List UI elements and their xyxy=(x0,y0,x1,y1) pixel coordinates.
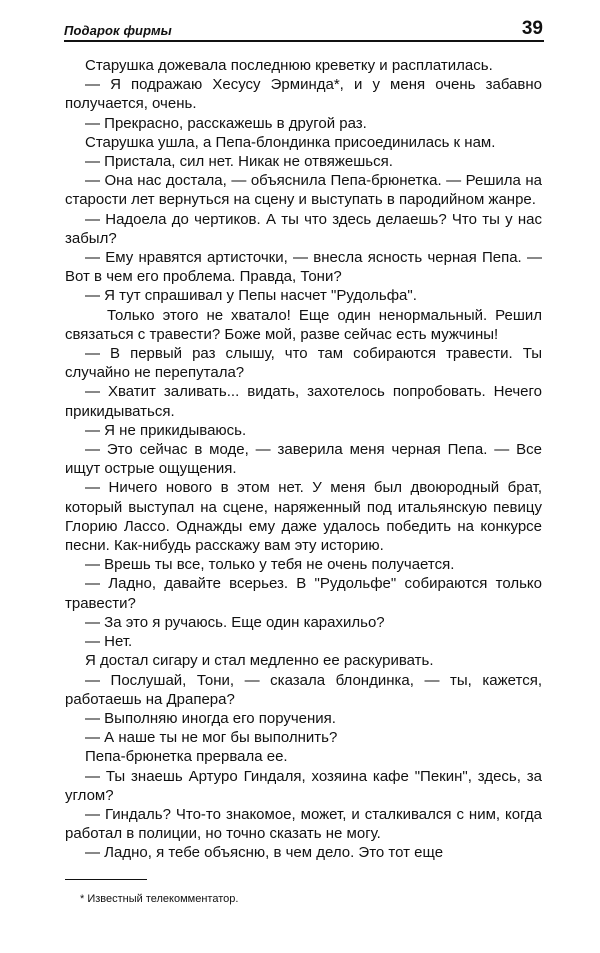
paragraph: — В первый раз слышу, что там собираются травести. Ты случайно не перепутала? xyxy=(65,345,542,382)
paragraph: — Ему нравятся артисточки, — внесла ясность черная Пепа. — Вот в чем его проблема. Правда, Тони? xyxy=(65,249,542,286)
paragraph: — Надоела до чертиков. А ты что здесь делаешь? Что ты у нас забыл? xyxy=(65,210,542,247)
paragraph: — Ты знаешь Артуро Гиндаля, хозяина кафе "Пекин", здесь, за углом? xyxy=(65,767,542,804)
paragraph: — За это я ручаюсь. Еще один карахильо? xyxy=(85,613,385,631)
paragraph: Старушка ушла, а Пепа-блондинка присоединилась к нам. xyxy=(85,133,496,151)
header-rule xyxy=(64,40,544,42)
paragraph: — Врешь ты все, только у тебя не очень получается. xyxy=(85,556,455,574)
paragraph: — Прекрасно, расскажешь в другой раз. xyxy=(85,114,367,132)
main-text xyxy=(65,56,542,863)
running-header-title: Подарок фирмы xyxy=(64,23,172,38)
paragraph: — Я тут спрашивал у Пепы насчет "Рудольфа". xyxy=(85,287,417,305)
paragraph: Старушка дожевала последнюю креветку и расплатилась. xyxy=(85,57,493,74)
paragraph: — Ничего нового в этом нет. У меня был двоюродный брат, который выступал на сцене, наряженный под итальянскую певицу Глорию Лассо. Однажды ему даже удалось победить на конкурсе песни. Как-нибудь расскажу вам эту историю. xyxy=(65,479,542,555)
paragraph: — Хватит заливать... видать, захотелось попробовать. Нечего прикидываться. xyxy=(65,383,542,420)
paragraph: — Я подражаю Хесусу Эрминда*, и у меня очень забавно получается, очень. xyxy=(65,76,542,113)
paragraph: — Она нас достала, — объяснила Пепа-брюнетка. — Решила на старости лет вернуться на сцену и выступать в пародийном жанре. xyxy=(65,172,542,209)
paragraph: — Пристала, сил нет. Никак не отвяжешься. xyxy=(85,153,393,171)
paragraph: — Это сейчас в моде, — заверила меня черная Пепа. — Все ищут острые ощущения. xyxy=(65,441,542,478)
paragraph: Пепа-брюнетка прервала ее. xyxy=(85,748,288,766)
paragraph: — Выполняю иногда его поручения. xyxy=(85,709,336,727)
paragraph: Только этого не хватало! Еще один ненормальный. Решил связаться с травести? Боже мой, разве сейчас есть мужчины! xyxy=(65,306,542,343)
paragraph: — А наше ты не мог бы выполнить? xyxy=(85,729,338,747)
footnote: * Известный телекомментатор. xyxy=(80,893,239,905)
paragraph: Я достал сигару и стал медленно ее раскуривать. xyxy=(85,652,434,670)
paragraph: — Нет. xyxy=(85,633,133,651)
paragraph: — Ладно, давайте всерьез. В "Рудольфе" собираются только травести? xyxy=(65,575,542,612)
paragraph: — Я не прикидываюсь. xyxy=(85,421,247,439)
footnote-rule xyxy=(65,879,147,880)
paragraph: — Ладно, я тебе объясню, в чем дело. Это тот еще xyxy=(85,844,444,862)
page-number: 39 xyxy=(521,18,543,39)
paragraph: — Послушай, Тони, — сказала блондинка, — ты, кажется, работаешь на Драпера? xyxy=(65,671,542,708)
paragraph: — Гиндаль? Что-то знакомое, может, и сталкивался с ним, когда работал в полиции, но точно сказать не могу. xyxy=(65,805,542,843)
